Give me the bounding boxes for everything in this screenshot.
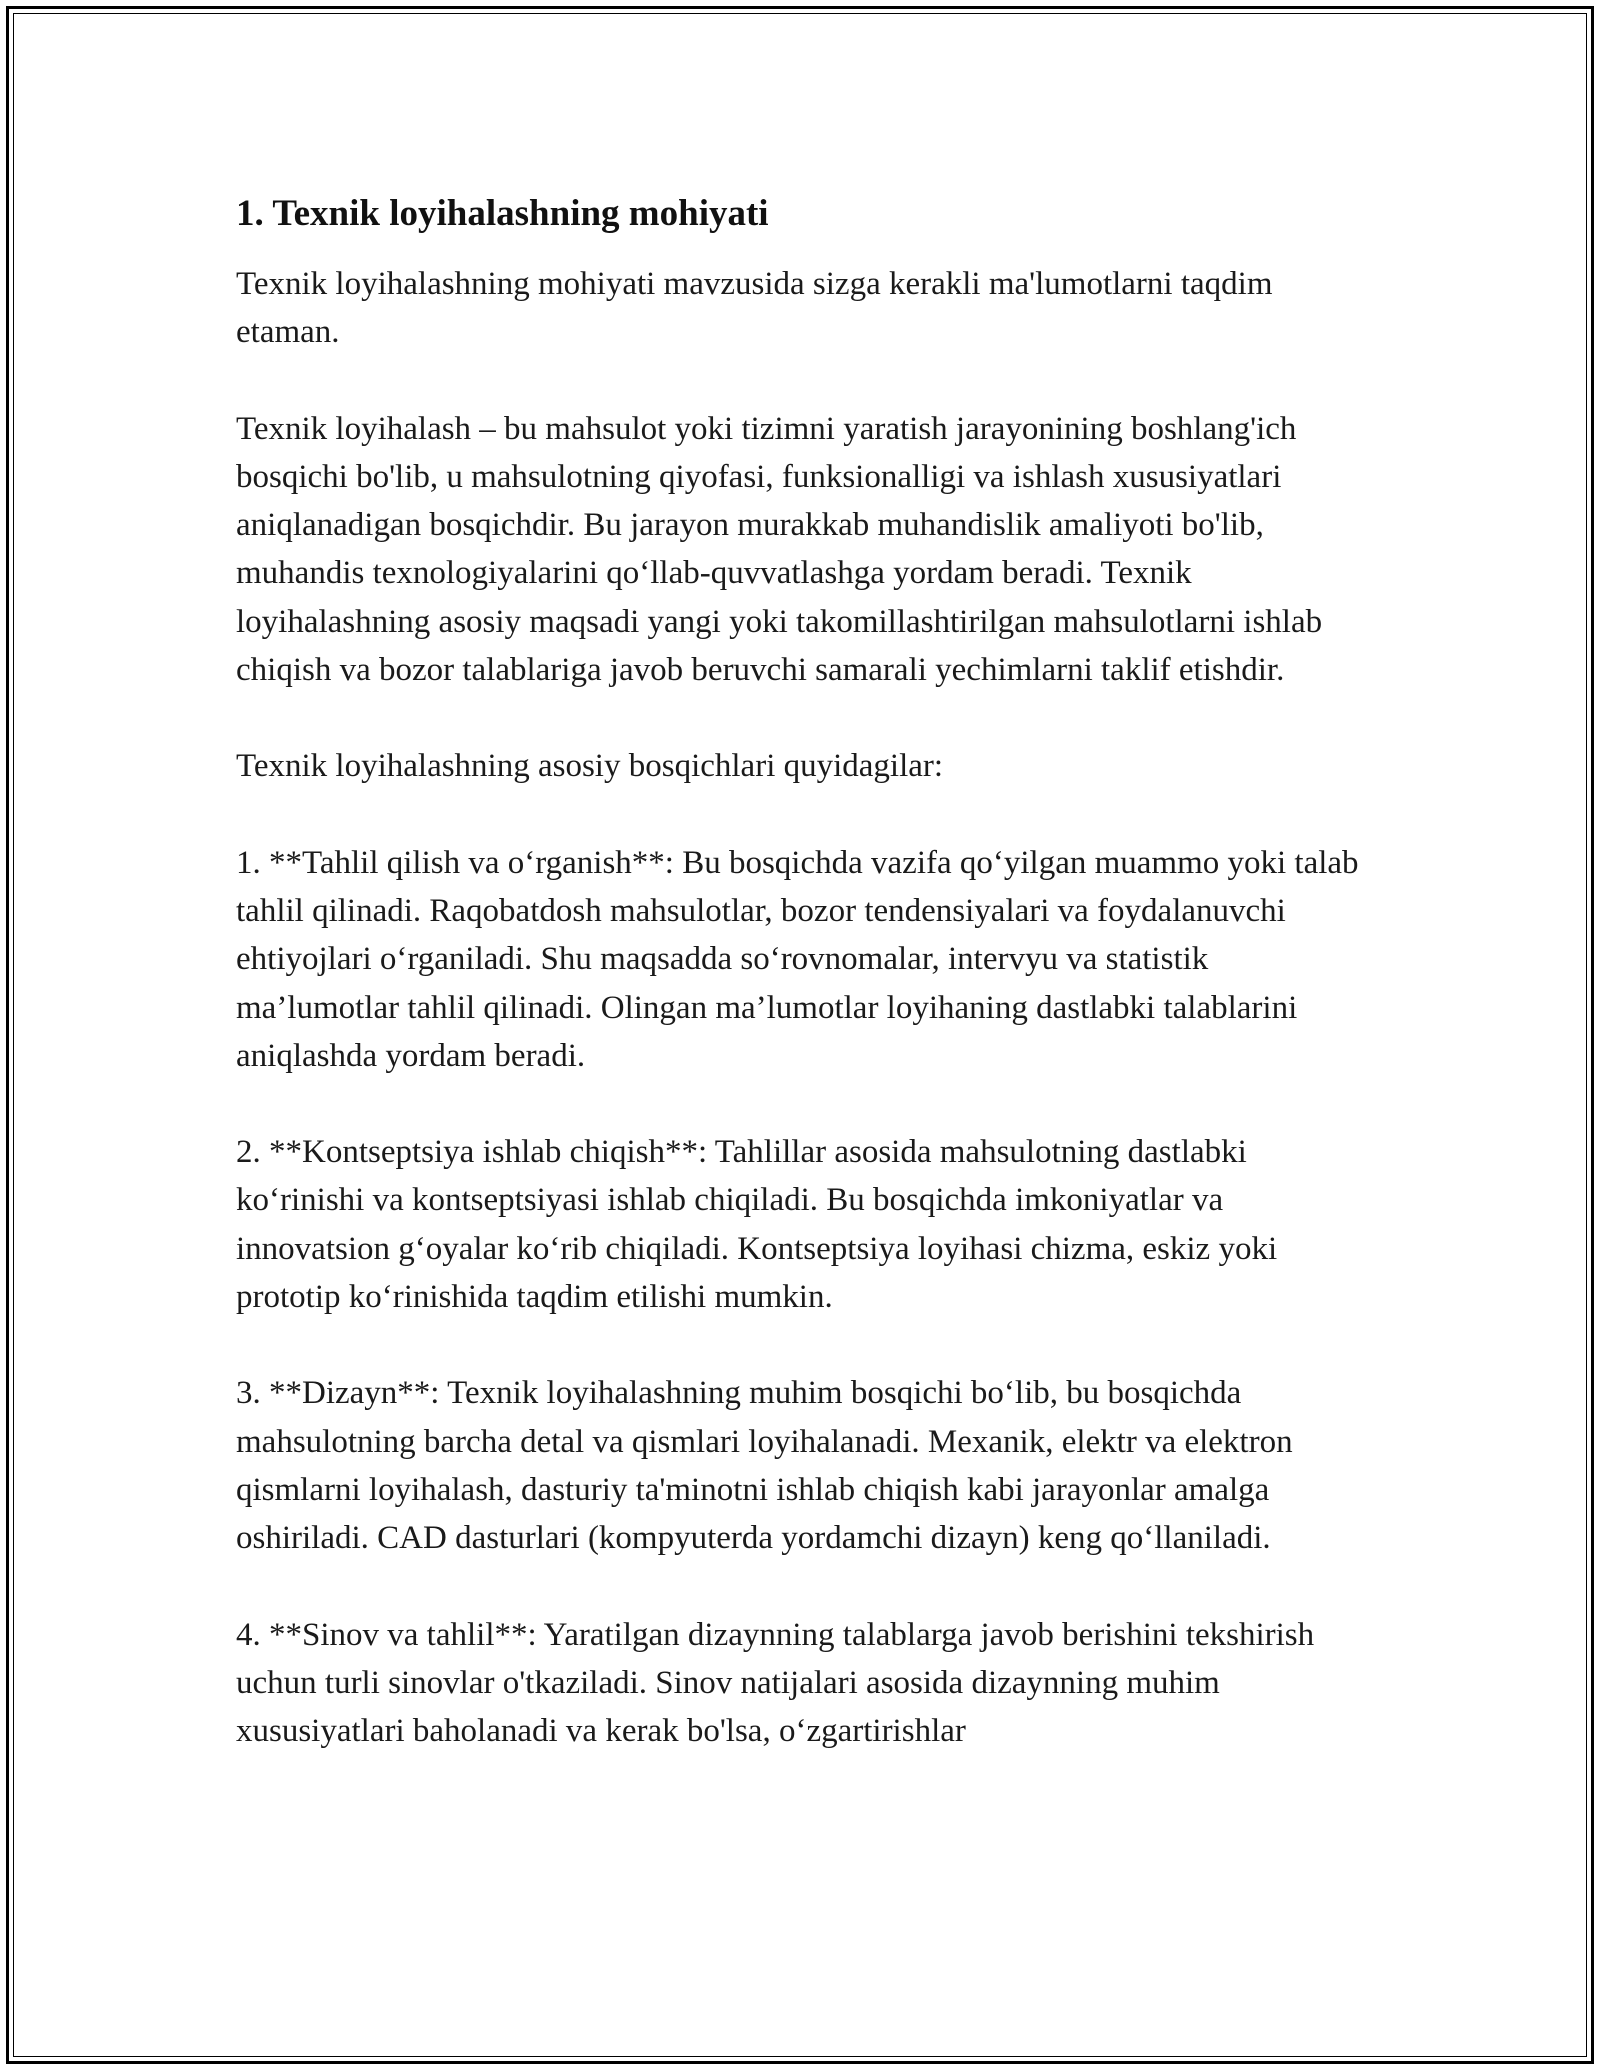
stages-intro-paragraph: Texnik loyihalashning asosiy bosqichlari quyidagilar: — [236, 748, 944, 785]
stage-2-paragraph: 2. **Kontseptsiya ishlab chiqish**: Tahlillar asosida mahsulotning dastlabki ko‘rinishi va kontseptsiyasi ishlab chiqiladi. Bu bosqichda imkoniyatlar va innovatsion g‘oyalar ko‘rib chiqiladi. Kontseptsiya loyihasi chizma, eskiz yoki prototip ko‘rinishida taqdim etilishi mumkin. — [236, 1134, 1278, 1316]
definition-paragraph: Texnik loyihalash – bu mahsulot yoki tizimni yaratish jarayonining boshlang'ich bosqichi bo'lib, u mahsulotning qiyofasi, funksionalligi va ishlash xususiyatlari aniqlanadigan bosqichdir. Bu jarayon murakkab muhandislik amaliyoti bo'lib, muhandis texnologiyalarini qo‘llab-quvvatlashga yordam beradi. Texnik loyihalashning asosiy maqsadi yangi yoki takomillashtirilgan mahsulotlarni ishlab chiqish va bozor talablariga javob beruvchi samarali yechimlarni taklif etishdir. — [236, 410, 1323, 689]
document-body — [236, 186, 1366, 1803]
document-title: 1. Texnik loyihalashning mohiyati — [236, 193, 769, 234]
stage-3-paragraph: 3. **Dizayn**: Texnik loyihalashning muhim bosqichi bo‘lib, bu bosqichda mahsulotning barcha detal va qismlari loyihalanadi. Mexanik, elektr va elektron qismlarni loyihalash, dasturiy ta'minotni ishlab chiqish kabi jarayonlar amalga oshiriladi. CAD dasturlari (kompyuterda yordamchi dizayn) keng qo‘llaniladi. — [236, 1375, 1293, 1557]
intro-paragraph: Texnik loyihalashning mohiyati mavzusida sizga kerakli ma'lumotlarni taqdim etaman. — [236, 266, 1273, 351]
stage-1-paragraph: 1. **Tahlil qilish va o‘rganish**: Bu bosqichda vazifa qo‘yilgan muammo yoki talab tahlil qilinadi. Raqobatdosh mahsulotlar, bozor tendensiyalari va foydalanuvchi ehtiyojlari o‘rganiladi. Shu maqsadda so‘rovnomalar, intervyu va statistik ma’lumotlar tahlil qilinadi. Olingan ma’lumotlar loyihaning dastlabki talablarini aniqlashda yordam beradi. — [236, 844, 1359, 1074]
stage-4-paragraph: 4. **Sinov va tahlil**: Yaratilgan dizaynning talablarga javob berishini tekshirish uchun turli sinovlar o'tkaziladi. Sinov natijalari asosida dizaynning muhim xususiyatlari baholanadi va kerak bo'lsa, o‘zgartirishlar — [236, 1616, 1315, 1750]
